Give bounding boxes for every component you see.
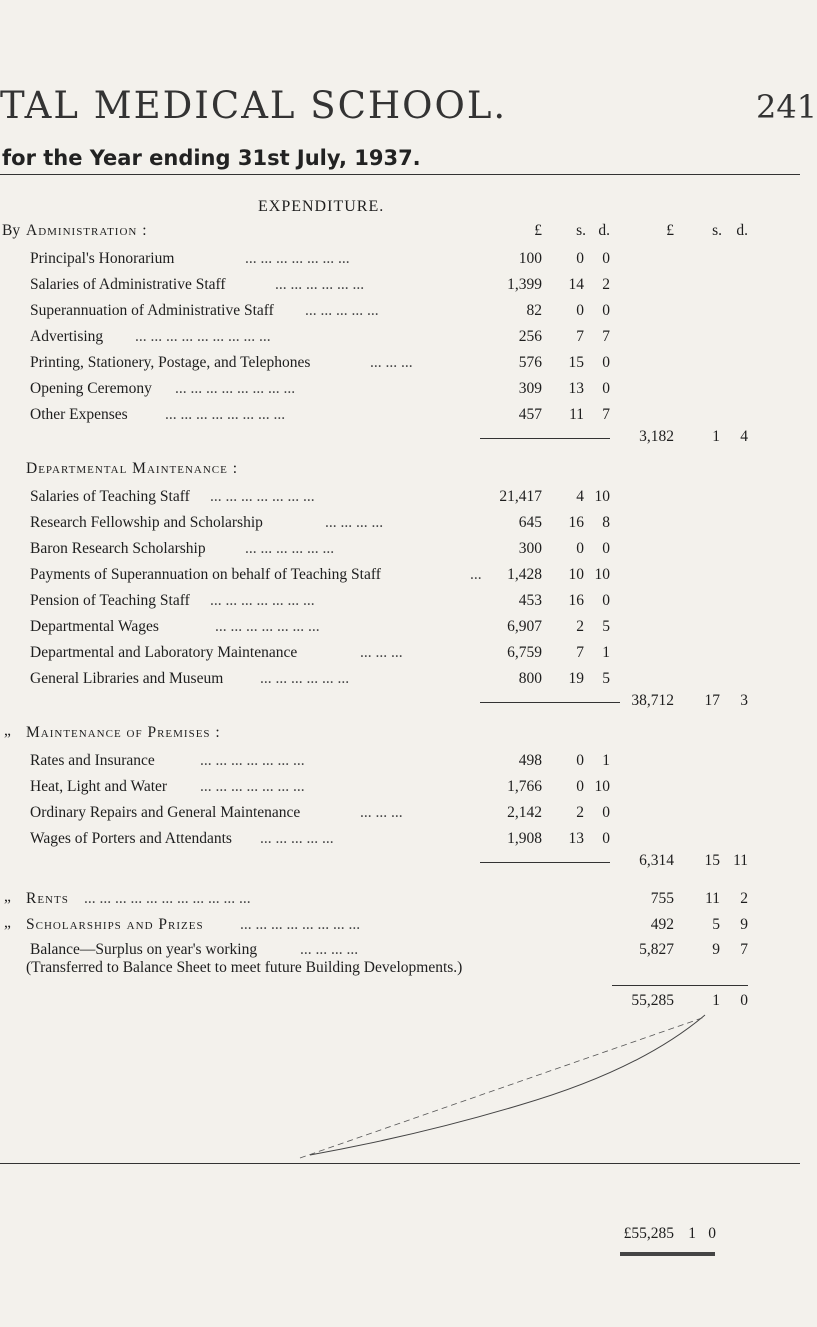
pounds-value: 256	[518, 328, 542, 345]
pence-value: 10	[594, 566, 610, 583]
col-shillings-1: s.	[576, 222, 586, 239]
pence-value: 2	[602, 276, 610, 293]
rents-shillings: 11	[705, 890, 720, 907]
pence-value: 8	[602, 514, 610, 531]
dot-leader: ... ... ...	[370, 354, 413, 371]
pounds-value: 645	[518, 514, 542, 531]
pence-value: 10	[594, 778, 610, 795]
col-pounds-2: £	[666, 222, 674, 239]
group-prefix: By	[2, 222, 21, 239]
group-prefix: „	[4, 722, 11, 739]
pounds-value: 1,908	[507, 830, 542, 847]
pounds-value: 576	[518, 354, 542, 371]
balance-note: (Transferred to Balance Sheet to meet future Building Developments.)	[26, 959, 463, 976]
pounds-value: 1,399	[507, 276, 542, 293]
page-subtitle: for the Year ending 31st July, 1937.	[2, 146, 421, 170]
line-item-label: Opening Ceremony	[30, 380, 152, 397]
pounds-value: 453	[518, 592, 542, 609]
line-item-label: Salaries of Administrative Staff	[30, 276, 226, 293]
pounds-value: 457	[518, 406, 542, 423]
pence-value: 0	[602, 830, 610, 847]
balance-shillings: 9	[712, 941, 720, 958]
group-total-pence: 3	[740, 692, 748, 709]
pence-value: 1	[602, 644, 610, 661]
dot-leader: ...	[470, 566, 482, 583]
dot-leader: ... ... ... ... ...	[260, 830, 334, 847]
line-item-label: Pension of Teaching Staff	[30, 592, 190, 609]
dot-leader: ... ... ... ... ... ... ...	[200, 778, 305, 795]
dot-leader: ... ... ... ... ... ...	[275, 276, 365, 293]
group-heading: Administration :	[26, 222, 148, 239]
shillings-value: 4	[576, 488, 584, 505]
line-item-label: Departmental Wages	[30, 618, 159, 635]
dot-leader: ... ... ... ... ... ... ... ... ... ... ...	[84, 890, 251, 907]
pounds-value: 2,142	[507, 804, 542, 821]
shillings-value: 2	[576, 804, 584, 821]
group-heading: Departmental Maintenance :	[26, 460, 239, 477]
pounds-value: 300	[518, 540, 542, 557]
pence-value: 0	[602, 592, 610, 609]
dot-leader: ... ... ... ...	[300, 941, 359, 958]
pence-value: 0	[602, 250, 610, 267]
grand-total-underline	[620, 1252, 715, 1256]
group-total-pounds: 3,182	[639, 428, 674, 445]
shillings-value: 0	[576, 540, 584, 557]
scholarships-pounds: 492	[650, 916, 674, 933]
shillings-value: 10	[568, 566, 584, 583]
grand-total-shillings: 1	[688, 1225, 696, 1242]
dot-leader: ... ... ...	[360, 804, 403, 821]
rents-pence: 2	[740, 890, 748, 907]
line-item-label: Other Expenses	[30, 406, 128, 423]
dot-leader: ... ... ... ... ... ... ...	[200, 752, 305, 769]
group-total-pence: 11	[733, 852, 748, 869]
line-item-label: Wages of Porters and Attendants	[30, 830, 232, 847]
line-item-label: Heat, Light and Water	[30, 778, 168, 795]
balance-pence: 7	[740, 941, 748, 958]
line-item-label: Research Fellowship and Scholarship	[30, 514, 263, 531]
group-total-shillings: 17	[704, 692, 720, 709]
group-total-shillings: 15	[704, 852, 720, 869]
group-total-pounds: 38,712	[631, 692, 674, 709]
line-item-label: Baron Research Scholarship	[30, 540, 206, 557]
group-total-pounds: 6,314	[639, 852, 674, 869]
line-item-label: Rates and Insurance	[30, 752, 155, 769]
group-heading: Maintenance of Premises :	[26, 724, 221, 741]
pence-value: 1	[602, 752, 610, 769]
row-prefix: „	[4, 888, 11, 905]
balance-pounds: 5,827	[639, 941, 674, 958]
shillings-value: 7	[576, 328, 584, 345]
pence-value: 0	[602, 540, 610, 557]
line-item-label: Payments of Superannuation on behalf of Teaching Staff	[30, 566, 381, 583]
line-item-label: General Libraries and Museum	[30, 670, 224, 687]
pounds-value: 6,759	[507, 644, 542, 661]
shillings-value: 15	[568, 354, 584, 371]
pounds-value: 82	[526, 302, 542, 319]
line-item-label: Departmental and Laboratory Maintenance	[30, 644, 298, 661]
pounds-value: 498	[518, 752, 542, 769]
pounds-value: 1,428	[507, 566, 542, 583]
dot-leader: ... ... ... ... ... ... ... ...	[240, 916, 361, 933]
page-title: TAL MEDICAL SCHOOL.	[0, 84, 508, 127]
line-item-label: Salaries of Teaching Staff	[30, 488, 190, 505]
pounds-value: 100	[518, 250, 542, 267]
col-pounds-1: £	[534, 222, 542, 239]
pence-value: 10	[594, 488, 610, 505]
dot-leader: ... ... ... ... ...	[305, 302, 379, 319]
dot-leader: ... ... ... ...	[325, 514, 384, 531]
subtotal-pounds: 55,285	[631, 992, 674, 1009]
shillings-value: 19	[568, 670, 584, 687]
section-heading: EXPENDITURE.	[258, 198, 385, 215]
page-number: 241	[756, 88, 817, 126]
dot-leader: ... ... ... ... ... ... ... ...	[165, 406, 286, 423]
line-item-label: Printing, Stationery, Postage, and Telephones	[30, 354, 311, 371]
dot-leader: ... ... ... ... ... ... ...	[245, 250, 350, 267]
pounds-value: 6,907	[507, 618, 542, 635]
shillings-value: 0	[576, 752, 584, 769]
dot-leader: ... ... ... ... ... ...	[245, 540, 335, 557]
dot-leader: ... ... ... ... ... ... ...	[210, 488, 315, 505]
col-pence-1: d.	[598, 222, 610, 239]
scholarships-shillings: 5	[712, 916, 720, 933]
pounds-value: 309	[518, 380, 542, 397]
col-pence-2: d.	[736, 222, 748, 239]
dot-leader: ... ... ... ... ... ... ... ...	[175, 380, 296, 397]
pounds-value: 1,766	[507, 778, 542, 795]
pence-value: 0	[602, 354, 610, 371]
col-shillings-2: s.	[712, 222, 722, 239]
shillings-value: 13	[568, 380, 584, 397]
pounds-value: 21,417	[499, 488, 542, 505]
subtotal-pence: 0	[740, 992, 748, 1009]
line-item-label: Principal's Honorarium	[30, 250, 175, 267]
shillings-value: 0	[576, 302, 584, 319]
pence-value: 7	[602, 406, 610, 423]
balance-label: Balance—Surplus on year's working	[30, 941, 258, 958]
dot-leader: ... ... ... ... ... ...	[260, 670, 350, 687]
scholarships-label: Scholarships and Prizes	[26, 916, 204, 933]
dot-leader: ... ... ... ... ... ... ... ... ...	[135, 328, 271, 345]
shillings-value: 0	[576, 778, 584, 795]
line-item-label: Ordinary Repairs and General Maintenance	[30, 804, 301, 821]
shillings-value: 7	[576, 644, 584, 661]
dot-leader: ... ... ...	[360, 644, 403, 661]
group-total-shillings: 1	[712, 428, 720, 445]
shillings-value: 16	[568, 592, 584, 609]
line-item-label: Advertising	[30, 328, 104, 345]
rents-pounds: 755	[650, 890, 674, 907]
row-prefix: „	[4, 914, 11, 931]
grand-total-pence: 0	[708, 1225, 716, 1242]
shillings-value: 11	[569, 406, 584, 423]
group-total-pence: 4	[740, 428, 748, 445]
pence-value: 0	[602, 804, 610, 821]
shillings-value: 0	[576, 250, 584, 267]
shillings-value: 14	[568, 276, 584, 293]
pence-value: 5	[602, 670, 610, 687]
pounds-value: 800	[518, 670, 542, 687]
line-item-label: Superannuation of Administrative Staff	[30, 302, 274, 319]
pence-value: 7	[602, 328, 610, 345]
scholarships-pence: 9	[740, 916, 748, 933]
grand-total-pounds: £55,285	[623, 1225, 674, 1242]
pence-value: 0	[602, 380, 610, 397]
bottom-rule	[0, 1163, 800, 1164]
dot-leader: ... ... ... ... ... ... ...	[210, 592, 315, 609]
shillings-value: 2	[576, 618, 584, 635]
subtotal-shillings: 1	[712, 992, 720, 1009]
pence-value: 0	[602, 302, 610, 319]
rents-label: Rents	[26, 890, 69, 907]
dot-leader: ... ... ... ... ... ... ...	[215, 618, 320, 635]
shillings-value: 16	[568, 514, 584, 531]
shillings-value: 13	[568, 830, 584, 847]
pence-value: 5	[602, 618, 610, 635]
